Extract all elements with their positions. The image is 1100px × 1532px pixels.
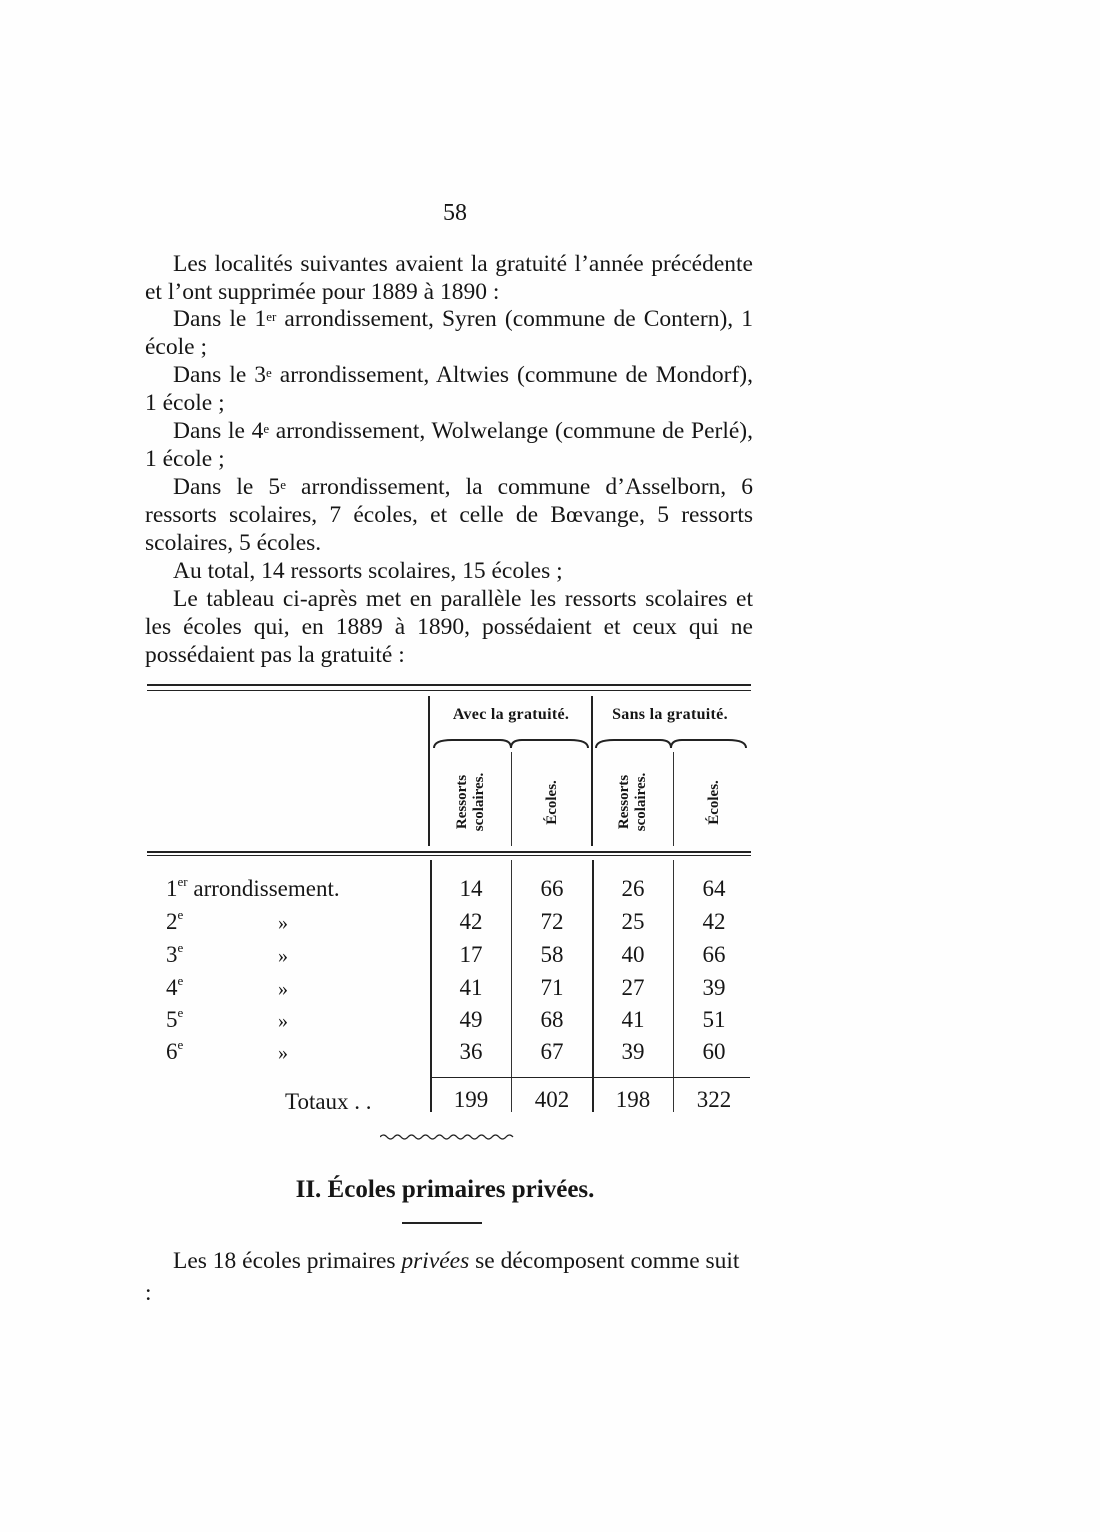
text-fragment: arrondissement, la commune d’Asselborn, 6 ressorts scolaires, 7 écoles, et celle de Bœvange, 5 ressorts scolaires, 5 écoles. xyxy=(145,474,753,556)
column-header-ressorts-with xyxy=(432,760,510,844)
row-label-text: arrondissement. xyxy=(193,876,340,901)
paragraph: Au total, 14 ressorts scolaires, 15 écoles ; xyxy=(173,558,563,584)
paragraph xyxy=(145,305,753,361)
totals-label: Totaux . . xyxy=(285,1089,372,1114)
table-cell: 72 xyxy=(540,909,564,934)
row-label xyxy=(166,1039,183,1065)
paragraph xyxy=(145,361,753,417)
ditto-mark: » xyxy=(278,978,288,1000)
paragraph xyxy=(145,1245,749,1309)
page-number: 58 xyxy=(443,200,467,226)
table-cell: 39 xyxy=(702,975,726,1000)
column-header-text xyxy=(616,773,650,831)
intro-text xyxy=(145,250,753,669)
paragraph: Les localités suivantes avaient la gratuité l’année précédente et l’ont supprimée pour 1889 à 1890 : xyxy=(145,251,753,305)
column-divider xyxy=(428,696,430,846)
table-cell: 67 xyxy=(540,1039,564,1064)
emphasis: privées xyxy=(401,1248,470,1274)
ditto-mark: » xyxy=(278,1042,288,1064)
row-number: 4 xyxy=(166,975,178,1000)
column-divider xyxy=(673,752,674,846)
table-cell: 64 xyxy=(702,876,726,901)
superscript: e xyxy=(263,421,270,436)
header-line: scolaires. xyxy=(471,772,487,832)
table-cell: 17 xyxy=(459,942,483,967)
group-header-without: Sans la gratuité. xyxy=(612,706,728,723)
section-rule xyxy=(402,1222,482,1224)
table-cell: 41 xyxy=(459,975,483,1000)
text-fragment: arrondissement, Syren (commune de Contern), 1 école ; xyxy=(145,306,753,360)
text-fragment: Dans le 1 xyxy=(173,306,267,332)
text-fragment: arrondissement, Altwies (commune de Mondorf), 1 école ; xyxy=(145,362,753,416)
row-label xyxy=(166,1007,183,1033)
total-cell: 199 xyxy=(453,1087,489,1112)
row-label xyxy=(166,909,183,935)
column-header-text: Écoles. xyxy=(543,779,560,825)
table-header-rule-thin xyxy=(147,855,751,856)
total-cell: 322 xyxy=(696,1087,732,1112)
column-divider xyxy=(511,860,512,1112)
superscript: e xyxy=(177,907,184,922)
superscript: e xyxy=(177,973,184,988)
wavy-separator xyxy=(380,1132,520,1142)
total-cell: 198 xyxy=(615,1087,651,1112)
header-line: Ressorts xyxy=(454,774,470,830)
row-number: 3 xyxy=(166,942,178,967)
table-cell: 66 xyxy=(702,942,726,967)
table-cell: 36 xyxy=(459,1039,483,1064)
table-cell: 39 xyxy=(621,1039,645,1064)
row-number: 6 xyxy=(166,1039,178,1064)
table-cell: 25 xyxy=(621,909,645,934)
row-number: 5 xyxy=(166,1007,178,1032)
total-cell: 402 xyxy=(534,1087,570,1112)
paragraph xyxy=(145,473,753,557)
column-divider xyxy=(673,860,674,1112)
superscript: e xyxy=(177,1005,184,1020)
section-text xyxy=(145,1245,749,1309)
row-label xyxy=(166,876,340,902)
text-fragment: Dans le 5 xyxy=(173,474,281,500)
column-header-ecoles-without xyxy=(675,760,753,844)
table-cell: 40 xyxy=(621,942,645,967)
table-cell: 68 xyxy=(540,1007,564,1032)
table-cell: 14 xyxy=(459,876,483,901)
header-line: Ressorts xyxy=(616,774,632,830)
row-label xyxy=(166,975,183,1001)
table-cell: 71 xyxy=(540,975,564,1000)
column-header-text: Écoles. xyxy=(705,779,722,825)
text-fragment: se décomposent comme suit : xyxy=(145,1248,740,1306)
paragraph: Le tableau ci-après met en parallèle les ressorts scolaires et les écoles qui, en 1889 à 1890, possédaient et ceux qui ne possédaient pas la gratuité : xyxy=(145,586,753,668)
text-fragment: Les 18 écoles primaires xyxy=(173,1248,402,1274)
table-cell: 42 xyxy=(702,909,726,934)
column-divider xyxy=(591,696,593,846)
superscript: e xyxy=(177,940,184,955)
column-header-text xyxy=(454,773,488,831)
ditto-mark: » xyxy=(278,945,288,967)
table-cell: 60 xyxy=(702,1039,726,1064)
totals-rule xyxy=(432,1077,750,1078)
group-header-with: Avec la gratuité. xyxy=(452,706,570,723)
section-title: II. Écoles primaires privées. xyxy=(295,1176,595,1203)
text-fragment: arrondissement, Wolwelange (commune de Perlé), 1 école ; xyxy=(145,418,753,472)
ditto-mark: » xyxy=(278,1010,288,1032)
table-cell: 66 xyxy=(540,876,564,901)
brace-with xyxy=(432,736,590,752)
paragraph xyxy=(145,417,753,473)
table-cell: 26 xyxy=(621,876,645,901)
row-number: 1 xyxy=(166,876,178,901)
superscript: er xyxy=(177,874,188,889)
table-cell: 51 xyxy=(702,1007,726,1032)
ditto-mark: » xyxy=(278,912,288,934)
table-top-rule xyxy=(147,684,751,686)
row-label xyxy=(166,942,183,968)
row-number: 2 xyxy=(166,909,178,934)
superscript: e xyxy=(177,1037,184,1052)
table-top-rule-thin xyxy=(147,690,751,691)
superscript: er xyxy=(266,309,277,324)
column-divider xyxy=(511,752,512,846)
text-fragment: Dans le 3 xyxy=(173,362,267,388)
header-line: scolaires. xyxy=(633,772,649,832)
column-header-ressorts-without xyxy=(594,760,672,844)
table-header-rule xyxy=(147,851,751,853)
column-header-ecoles-with xyxy=(513,760,591,844)
table-cell: 41 xyxy=(621,1007,645,1032)
brace-without xyxy=(594,736,748,752)
text-fragment: Dans le 4 xyxy=(173,418,264,444)
superscript: e xyxy=(280,477,286,492)
table-cell: 49 xyxy=(459,1007,483,1032)
table-cell: 58 xyxy=(540,942,564,967)
superscript: e xyxy=(266,365,272,380)
table-cell: 27 xyxy=(621,975,645,1000)
table-cell: 42 xyxy=(459,909,483,934)
